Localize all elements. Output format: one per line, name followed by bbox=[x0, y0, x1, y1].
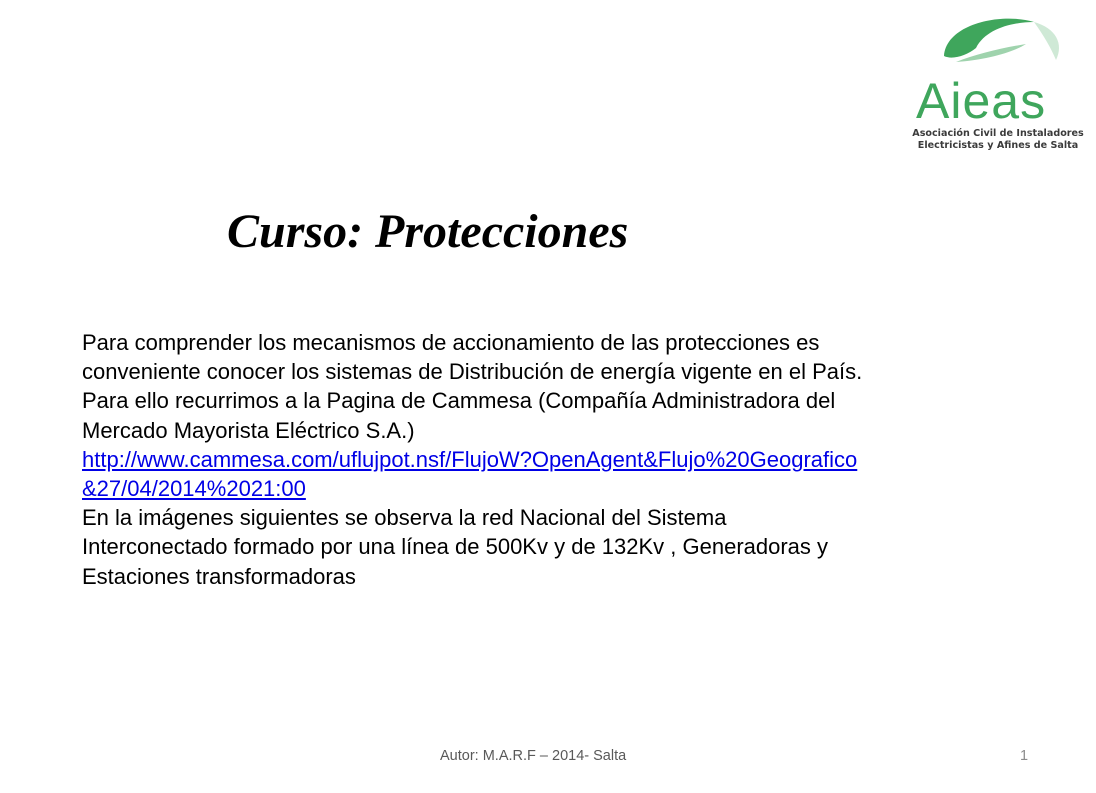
page-number: 1 bbox=[1020, 748, 1029, 764]
body-line: En la imágenes siguientes se observa la red Nacional del Sistema bbox=[82, 505, 727, 531]
footer-author: Autor: M.A.R.F – 2014- Salta bbox=[440, 748, 627, 764]
body-line: Mercado Mayorista Eléctrico S.A.) bbox=[82, 417, 415, 443]
cammesa-link-line-2[interactable]: &27/04/2014%2021:00 bbox=[82, 476, 306, 502]
body-line: Para ello recurrimos a la Pagina de Cammesa (Compañía Administradora del bbox=[82, 388, 836, 414]
slide-title: Curso: Protecciones bbox=[227, 205, 629, 258]
body-line: Para comprender los mecanismos de accionamiento de las protecciones es bbox=[82, 330, 820, 355]
aieas-logo bbox=[906, 14, 1086, 154]
logo-subtitle-line-2: Electricistas y Afines de Salta bbox=[917, 140, 1079, 151]
body-line: Estaciones transformadoras bbox=[82, 563, 356, 589]
body-line: Interconectado formado por una línea de 500Kv y de 132Kv , Generadoras y bbox=[82, 534, 829, 560]
logo-subtitle bbox=[910, 128, 1086, 152]
cammesa-link-line-1[interactable]: http://www.cammesa.com/uflujpot.nsf/FlujoW?OpenAgent&Flujo%20Geografico bbox=[82, 446, 858, 472]
body-line: conveniente conocer los sistemas de Distribución de energía vigente en el País. bbox=[82, 359, 863, 385]
logo-subtitle-line-1: Asociación Civil de Instaladores bbox=[912, 128, 1084, 139]
logo-wordmark: Aieas bbox=[916, 73, 1047, 129]
slide-body bbox=[82, 328, 1042, 591]
